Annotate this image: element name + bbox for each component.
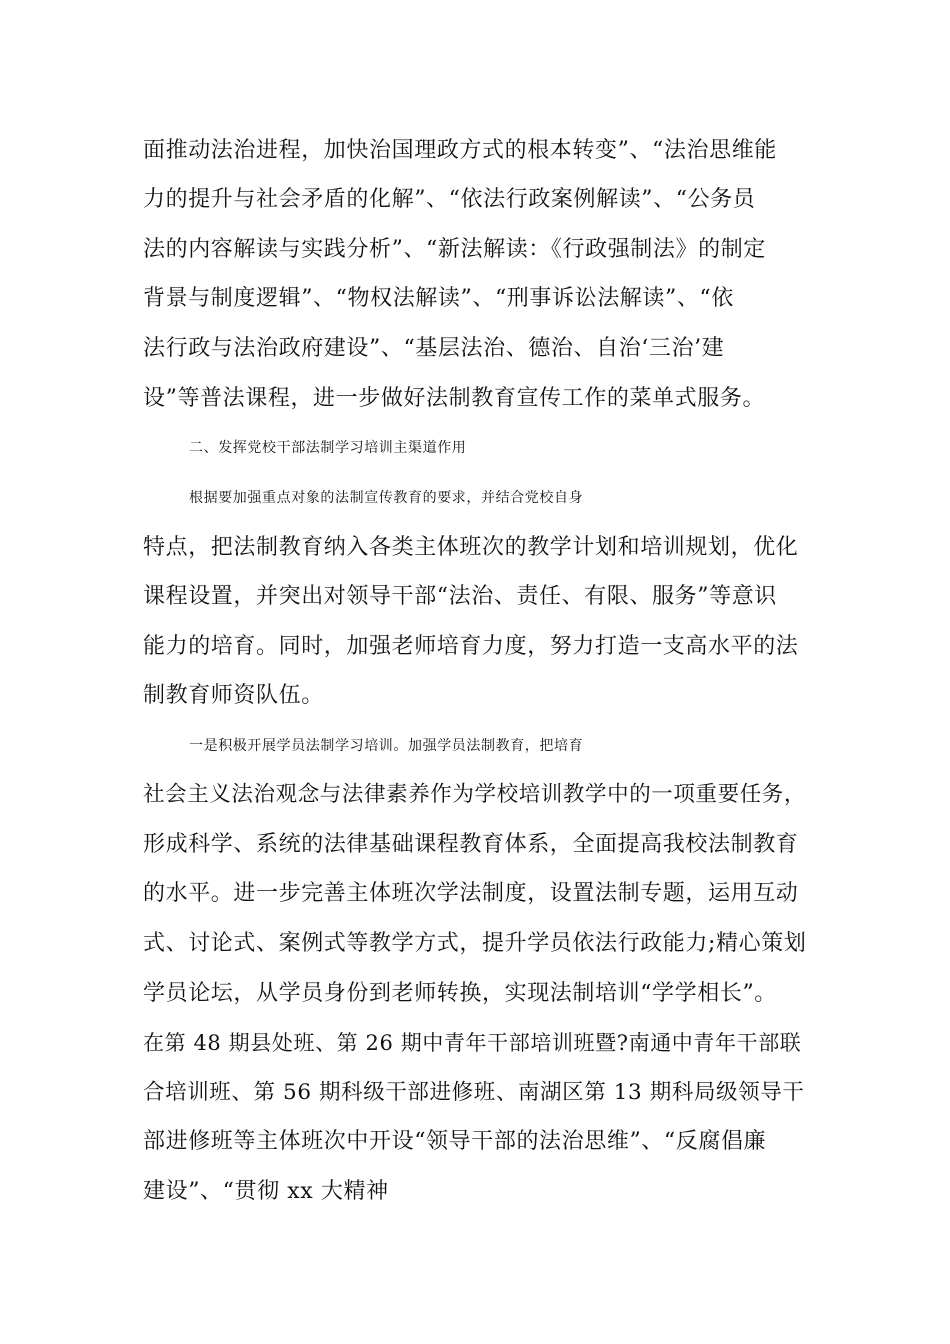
text-line: 背景与制度逻辑”、“物权法解读”、“刑事诉讼法解读”、“依 [143, 286, 734, 311]
text-line: 力的提升与社会矛盾的化解”、“依法行政案例解读”、“公务员 [143, 187, 756, 212]
text-line: 的水平。进一步完善主体班次学法制度，设置法制专题，运用互动 [143, 881, 799, 906]
text-line: 特点，把法制教育纳入各类主体班次的教学计划和培训规划，优化 [143, 535, 799, 560]
text-line: 形成科学、系统的法律基础课程教育体系，全面提高我校法制教育 [143, 832, 799, 857]
text-line: 面推动法治进程，加快治国理政方式的根本转变”、“法治思维能 [143, 138, 777, 163]
section-heading: 二、发挥党校干部法制学习培训主渠道作用 [189, 440, 467, 456]
text-line: 学员论坛，从学员身份到老师转换，实现法制培训“学学相长”。 [143, 981, 777, 1006]
text-line: 式、讨论式、案例式等教学方式，提升学员依法行政能力;精心策划 [143, 931, 807, 956]
text-line: 法的内容解读与实践分析”、“新法解读：《行政强制法》的制定 [143, 237, 766, 262]
text-line: 部进修班等主体班次中开设“领导干部的法治思维”、“反腐倡廉 [143, 1129, 767, 1154]
text-line: 在第 48 期县处班、第 26 期中青年干部培训班暨?南通中青年干部联 [143, 1031, 802, 1055]
text-line: 设”等普法课程，进一步做好法制教育宣传工作的菜单式服务。 [143, 386, 766, 411]
text-line: 社会主义法治观念与法律素养作为学校培训教学中的一项重要任务， [143, 782, 807, 807]
text-line: 课程设置，并突出对领导干部“法治、责任、有限、服务”等意识 [143, 584, 777, 609]
text-line: 根据要加强重点对象的法制宣传教育的要求，并结合党校自身 [189, 490, 584, 506]
text-line: 合培训班、第 56 期科级干部进修班、南湖区第 13 期科局级领导干 [143, 1080, 805, 1105]
text-line: 能力的培育。同时，加强老师培育力度，努力打造一支高水平的法 [143, 634, 799, 659]
text-line: 法行政与法治政府建设”、“基层法治、德治、自治‘三治’建 [143, 336, 725, 361]
text-line: 建设”、“贯彻 xx 大精神 [143, 1179, 389, 1204]
text-line: 一是积极开展学员法制学习培训。加强学员法制教育，把培育 [189, 738, 584, 754]
text-line: 制教育师资队伍。 [143, 683, 324, 708]
